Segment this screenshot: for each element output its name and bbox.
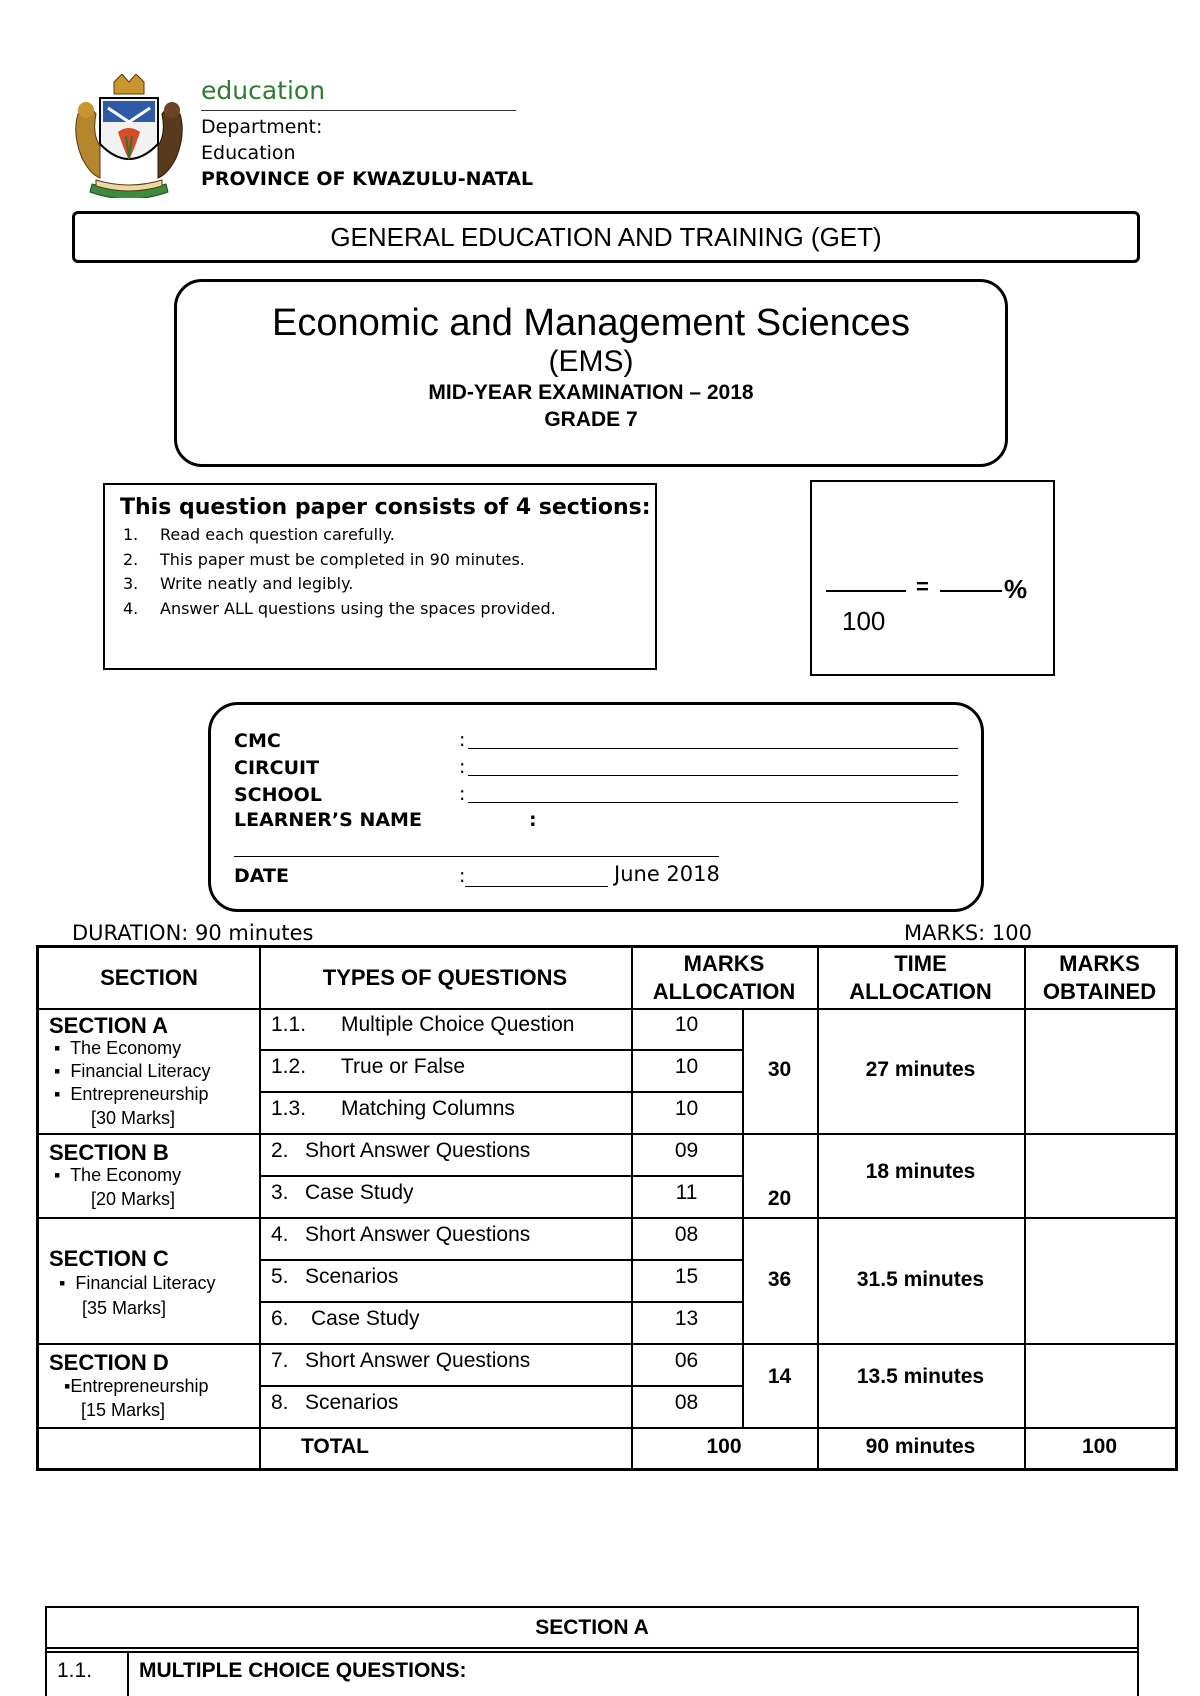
question-marks: 08: [674, 1391, 699, 1414]
circuit-field[interactable]: [468, 775, 958, 776]
date-colon: :: [459, 865, 466, 887]
cmc-field[interactable]: [468, 748, 958, 749]
section-c-marks: [35 Marks]: [82, 1298, 167, 1318]
header-marks-allocation-2: ALLOCATION: [652, 979, 796, 1004]
kzn-coat-of-arms-logo: [70, 74, 188, 198]
section-b-time: 18 minutes: [865, 1160, 976, 1183]
logo-education: Education: [201, 142, 296, 164]
question-type: Short Answer Questions: [305, 1139, 531, 1162]
question-number: 3.: [271, 1181, 289, 1204]
table-divider: [259, 1049, 742, 1051]
cmc-label: CMC: [234, 730, 281, 752]
school-label: SCHOOL: [234, 784, 322, 806]
date-field[interactable]: [465, 886, 608, 887]
school-colon: :: [459, 783, 466, 805]
instruction-text: Write neatly and legibly.: [160, 574, 354, 593]
question-type: Matching Columns: [341, 1097, 515, 1120]
table-divider: [39, 1008, 1175, 1010]
section-d-time: 13.5 minutes: [856, 1365, 985, 1388]
instructions-list: [123, 525, 556, 623]
instructions-heading: This question paper consists of 4 sections:: [120, 495, 651, 520]
question-number: 1.1.: [57, 1659, 93, 1682]
section-a-heading: SECTION A: [535, 1616, 649, 1639]
learner-name-label: LEARNER’S NAME: [234, 809, 422, 831]
duration-label: DURATION: 90 minutes: [72, 921, 314, 945]
table-divider: [259, 1175, 742, 1177]
subject-abbr: (EMS): [548, 345, 634, 378]
question-type: True or False: [341, 1055, 466, 1078]
table-divider: [259, 1301, 742, 1303]
instruction-item: [123, 599, 556, 624]
logo-wordmark: education: [201, 76, 326, 105]
learner-details-box: [208, 702, 984, 912]
logo-divider: [201, 110, 516, 111]
question-marks: 15: [674, 1265, 699, 1288]
percent-sign: %: [1004, 574, 1028, 604]
question-number: 7.: [271, 1349, 289, 1372]
section-a-topic: ▪ Financial Literacy: [54, 1061, 211, 1081]
instruction-item: [123, 574, 556, 599]
instruction-number: 2.: [123, 549, 139, 569]
header-section: SECTION: [100, 965, 198, 990]
section-a-topic: ▪ The Economy: [54, 1038, 182, 1058]
instruction-text: Answer ALL questions using the spaces provided.: [160, 598, 556, 618]
score-equals: =: [916, 574, 929, 599]
total-marks: 100: [706, 1435, 742, 1458]
instruction-item: [123, 550, 556, 575]
header-marks-obtained-1: MARKS: [1059, 951, 1140, 976]
question-marks: 06: [674, 1349, 699, 1372]
table-divider: [39, 1427, 1175, 1429]
header-marks-allocation-1: MARKS: [683, 951, 765, 976]
header-marks-obtained-2: OBTAINED: [1042, 979, 1157, 1004]
topic-label: The Economy: [70, 1038, 182, 1058]
table-divider: [39, 1343, 1175, 1345]
section-b-title: SECTION B: [49, 1140, 169, 1165]
table-divider: [817, 948, 819, 1468]
section-b-marks-obtained[interactable]: [1026, 1135, 1175, 1216]
table-divider: [259, 1091, 742, 1093]
topic-label: Entrepreneurship: [70, 1084, 209, 1104]
question-type: Short Answer Questions: [305, 1349, 531, 1372]
section-d-title: SECTION D: [49, 1350, 169, 1375]
question-marks: 11: [675, 1181, 698, 1204]
score-box: [810, 480, 1055, 676]
question-marks: 08: [674, 1223, 699, 1246]
instruction-number: 1.: [123, 525, 139, 544]
header-types: TYPES OF QUESTIONS: [322, 965, 568, 990]
table-divider: [259, 1259, 742, 1261]
section-c-topic: ▪ Financial Literacy: [59, 1273, 216, 1293]
subject-title: Economic and Management Sciences: [272, 302, 910, 344]
question-marks: 09: [674, 1139, 699, 1162]
question-type: Scenarios: [305, 1265, 399, 1288]
section-a-header-table: [45, 1606, 1139, 1696]
topic-label: Financial Literacy: [70, 1061, 211, 1081]
section-d-subtotal: 14: [767, 1365, 792, 1388]
question-number: 8.: [271, 1391, 289, 1414]
section-a-subtotal: 30: [767, 1058, 792, 1081]
section-d-marks-obtained[interactable]: [1026, 1345, 1175, 1426]
table-divider: [127, 1651, 129, 1696]
section-a-topic: ▪ Entrepreneurship: [54, 1084, 209, 1104]
question-marks: 10: [674, 1013, 699, 1036]
marks-allocation-table: [36, 945, 1178, 1471]
question-number: 1.2.: [271, 1055, 307, 1078]
table-divider: [39, 1133, 1175, 1135]
section-a-time: 27 minutes: [865, 1058, 976, 1081]
total-label: TOTAL: [300, 1435, 370, 1458]
table-divider: [259, 948, 261, 1468]
exam-name: MID-YEAR EXAMINATION – 2018: [428, 381, 754, 404]
question-marks: 13: [674, 1307, 699, 1330]
header-time-allocation-2: ALLOCATION: [849, 979, 992, 1004]
total-time: 90 minutes: [865, 1435, 976, 1458]
section-c-subtotal: 36: [767, 1268, 792, 1291]
grade-label: GRADE 7: [544, 408, 638, 431]
instruction-text: Read each question carefully.: [160, 525, 395, 544]
question-number: 4.: [271, 1223, 289, 1246]
date-label: DATE: [234, 865, 289, 887]
topic-label: The Economy: [70, 1165, 182, 1185]
table-divider: [259, 1385, 742, 1387]
learner-name-field[interactable]: [234, 856, 719, 857]
instruction-number: 4.: [123, 598, 139, 618]
question-type: Short Answer Questions: [305, 1223, 531, 1246]
section-a-marks: [30 Marks]: [91, 1108, 176, 1128]
question-marks: 10: [674, 1097, 699, 1120]
mcq-heading: MULTIPLE CHOICE QUESTIONS:: [139, 1659, 467, 1682]
get-banner: GENERAL EDUCATION AND TRAINING (GET): [72, 211, 1140, 263]
table-divider: [47, 1647, 1137, 1649]
section-c-time: 31.5 minutes: [856, 1268, 985, 1291]
question-number: 1.3.: [271, 1097, 307, 1120]
marks-total-label: MARKS: 100: [904, 921, 1033, 945]
question-type: Case Study: [311, 1307, 420, 1330]
section-b-subtotal: 20: [767, 1187, 792, 1210]
logo-province: PROVINCE OF KWAZULU-NATAL: [201, 168, 534, 190]
question-number: 1.1.: [271, 1013, 307, 1036]
circuit-label: CIRCUIT: [234, 757, 320, 779]
cmc-colon: :: [459, 729, 466, 751]
question-type: Case Study: [305, 1181, 414, 1204]
section-d-marks: [15 Marks]: [81, 1400, 166, 1420]
section-c-title: SECTION C: [49, 1246, 169, 1271]
section-a-title: SECTION A: [49, 1013, 168, 1038]
question-type: Scenarios: [305, 1391, 399, 1414]
topic-label: Financial Literacy: [75, 1273, 216, 1293]
circuit-colon: :: [459, 756, 466, 778]
section-c-marks-obtained[interactable]: [1026, 1219, 1175, 1342]
section-b-marks: [20 Marks]: [91, 1189, 176, 1209]
section-d-topic: ▪Entrepreneurship: [64, 1376, 209, 1396]
section-b-topic: ▪ The Economy: [54, 1165, 182, 1185]
instruction-item: [123, 525, 556, 550]
total-obtained: 100: [1081, 1435, 1118, 1458]
question-number: 5.: [271, 1265, 289, 1288]
logo-department: Department:: [201, 116, 323, 138]
instruction-text: This paper must be completed in 90 minutes.: [160, 549, 525, 569]
question-number: 2.: [271, 1139, 289, 1162]
topic-label: Entrepreneurship: [70, 1376, 209, 1396]
question-number: 6.: [271, 1307, 289, 1330]
table-divider: [47, 1651, 1137, 1653]
header-time-allocation-1: TIME: [894, 951, 947, 976]
date-suffix: June 2018: [614, 862, 720, 886]
instruction-number: 3.: [123, 574, 139, 593]
subject-box: [174, 279, 1008, 467]
question-type: Multiple Choice Question: [341, 1013, 575, 1036]
school-field[interactable]: [468, 802, 958, 803]
score-denominator: 100: [842, 606, 886, 636]
question-marks: 10: [674, 1055, 699, 1078]
percent-blank-field[interactable]: [940, 590, 1002, 592]
score-blank-field[interactable]: [826, 590, 906, 592]
table-divider: [39, 1217, 1175, 1219]
section-a-marks-obtained[interactable]: [1026, 1010, 1175, 1132]
learner-name-colon: :: [529, 809, 537, 831]
instructions-box: [103, 483, 657, 670]
